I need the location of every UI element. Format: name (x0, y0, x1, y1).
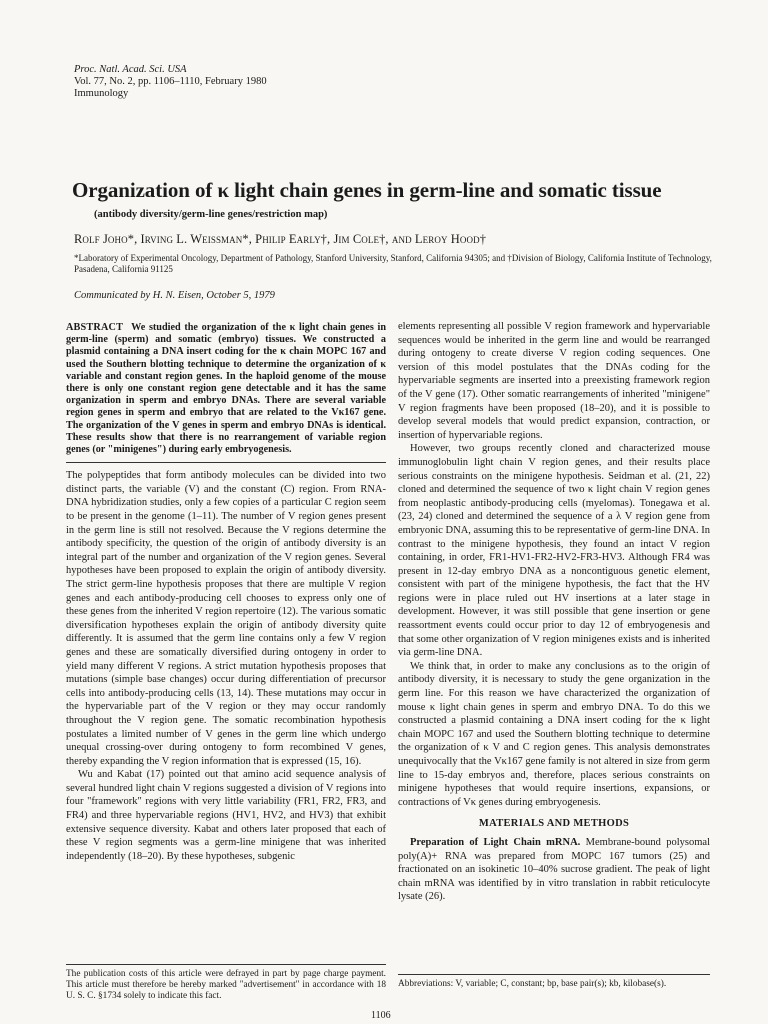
body-paragraph: We think that, in order to make any conclusions as to the origin of antibody diversity, it is necessary to study the gene organization in the germ line. For this reason we have characterized the organization of mouse κ light chain genes in sperm and embryo DNA. To do this we constructed a plasmid containing a DNA insert coding for the κ light chain MOPC 167 and used the Southern blotting technique to determine the organization of κ V and C region genes. This analysis demonstrates unequivocally that the Vκ167 gene family is not altered in size from germ line to 15-day embryos and, therefore, places serious constraints on minigene hypotheses that would require insertions, expansions, or contractions of Vκ genes during embryogenesis. (398, 660, 710, 808)
page-number: 1106 (371, 1010, 391, 1021)
communicated-by: Communicated by H. N. Eisen, October 5, 1979 (74, 290, 275, 301)
author-list: Rolf Joho*, Irving L. Weissman*, Philip Early†, Jim Cole†, and Leroy Hood† (74, 232, 487, 246)
left-column (66, 322, 386, 863)
body-paragraph: Wu and Kabat (17) pointed out that amino acid sequence analysis of several hundred light chain V regions suggested a division of V regions into four "framework" regions with very little variability (FR1, FR2, FR3, and FR4) and three hypervariable regions (HV1, HV2, and HV3) that exhibit extensive sequence diversity. Kabat and others later proposed that each of these V region segments was a germ-line minigene that was inherited independently (18–20). By these hypotheses, subgenic (66, 769, 386, 862)
footnote-text: Abbreviations: V, variable; C, constant; bp, base pair(s); kb, kilobase(s). (398, 979, 667, 989)
journal-header (74, 64, 267, 100)
methods-paragraph (398, 836, 710, 904)
right-column (398, 320, 710, 904)
footnote-divider (398, 974, 710, 975)
footnote-text: The publication costs of this article were defrayed in part by page charge payment. This article must therefore be hereby marked "advertisement" in accordance with 18 U. S. C. §1734 solely to indicate this fact. (66, 969, 386, 1001)
abstract-label: ABSTRACT (66, 322, 124, 333)
article-subtitle: (antibody diversity/germ-line genes/restriction map) (94, 209, 328, 220)
abbreviations-footnote (398, 974, 710, 990)
body-paragraph: However, two groups recently cloned and characterized mouse immunoglobulin light chain V region genes, and their results place serious constraints on the minigene hypothesis. Seidman et al. (21, 22) cloned and determined the sequence of two κ light chain V region genes from neoplastic antibody-producing cells (myelomas). Tonegawa et al. (23, 24) cloned and determined the sequence of a λ V region gene from embryonic DNA, assuming this to be representative of germ-line DNA. In contrast to the minigene hypothesis, they found an intact V region containing, in order, FR1-HV1-FR2-HV2-FR3-HV3. Although FR4 was present in 12-day embryo DNA as a noncontiguous genetic element, consistent with part of the minigene hypothesis, the fact that the HV regions were in place ruled out HV insertions at a later stage in development. However, it was still possible that gene insertion or gene reassortment events could occur prior to day 12 of embryogenesis and that some other organization of V region minigenes exists and is inherited via germ-line DNA. (398, 443, 711, 659)
article-title: Organization of κ light chain genes in germ-line and somatic tissue (72, 178, 662, 202)
methods-text: Membrane-bound polysomal poly(A)+ RNA was prepared from MOPC 167 tumors (25) and fractionated on an isokinetic 10–40% sucrose gradient. The peak of light chain mRNA was identified by in vitro translation in rabbit reticulocyte lysate (26). (398, 836, 710, 903)
affiliations: *Laboratory of Experimental Oncology, Department of Pathology, Stanford University, Stanford, California 94305; and †Division of Biology, California Institute of Technology, Pasadena, California 91125 (74, 253, 712, 274)
publication-cost-footnote (66, 964, 386, 1002)
journal-name: Proc. Natl. Acad. Sci. USA (74, 64, 187, 75)
journal-volume: Vol. 77, No. 2, pp. 1106–1110, February 1980 (74, 76, 267, 87)
abstract-text: We studied the organization of the κ light chain genes in germ-line (sperm) and somatic (embryo) tissues. We constructed a plasmid containing a DNA insert coding for the κ chain MOPC 167 and used the Southern blotting technique to determine the organization of κ variable and constant region genes. In the haploid genome of the mouse there is only one constant region gene detectable and it has the same organization in sperm and embryo DNAs. There are several variable region genes in sperm and embryo that are related to the Vκ167 gene. The organization of the V genes in sperm and embryo DNAs is identical. These results show that there is no rearrangement of variable region genes (or "minigenes") during early embryogenesis. (66, 322, 386, 456)
abstract (66, 322, 386, 456)
footnote-divider (66, 964, 386, 965)
abstract-divider (66, 462, 386, 463)
subsection-heading: Preparation of Light Chain mRNA. (410, 836, 581, 848)
body-paragraph: elements representing all possible V region framework and hypervariable sequences would be inherited in the germ line and would be rearranged during ontogeny to create diverse V region coding sequences. One version of this model postulates that the DNAs coding for the hypervariable segments are inserted into a preexisting framework region of the V gene (17). Other somatic rearrangements of inherited "minigene" V region fragments have been proposed (18–20), and it is possible to develop several models that would predict expansion, contraction, or insertion of hypervariable regions. (398, 321, 710, 441)
body-paragraph: The polypeptides that form antibody molecules can be divided into two distinct parts, the variable (V) and the constant (C) region. From RNA-DNA hybridization studies, only a few copies of a particular C region seem to be present in the genome (1–11). The number of V region genes present in the germ line is still not resolved. Because the V regions determine the antibody specificity, the question of the origin of antibody diversity is an integral part of the number and organization of the V region genes. Several hypotheses have been proposed to explain the origin of antibody diversity. The strict germ-line hypothesis proposes that there are multiple V region genes and each antibody-producing cell chooses to express only one of these genes from the inherited V region repertoire (12). The various somatic diversification hypotheses explain the origin of antibody diversity quite differently. It is assumed that the germ line contains only a few V region genes and these are somatically diversified during ontogeny in order to yield many different V regions. A strict mutation hypothesis proposes that mutations (simple base changes) occur during differentiation of precursor cells into antibody-producing cells (13, 14). These mutations may occur in the hypervariable part of the V region or they may occur randomly throughout the V region gene. The somatic recombination hypothesis postulates a limited number of V genes in the germ line which undergo unequal crossing-over during ontogeny to form recombined V genes, thereby expanding the V region information that is expressed (15, 16). (66, 470, 386, 767)
section-heading: MATERIALS AND METHODS (478, 818, 630, 830)
journal-section: Immunology (74, 88, 129, 99)
